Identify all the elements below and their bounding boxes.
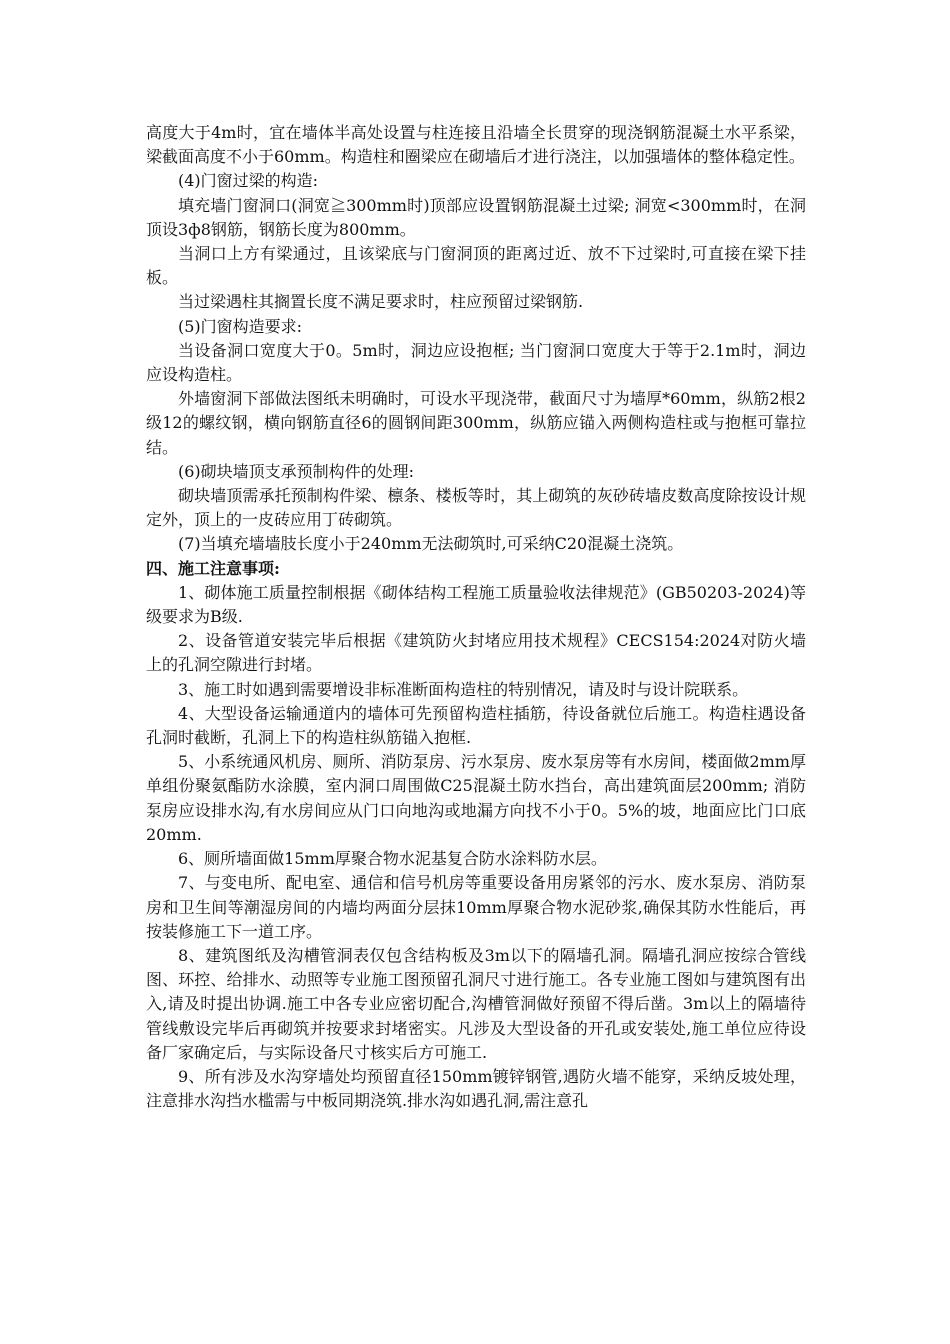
- body-paragraph: 当过梁遇柱其搁置长度不满足要求时，柱应预留过梁钢筋.: [178, 292, 584, 312]
- body-paragraph: 6、厕所墙面做15mm厚聚合物水泥基复合防水涂料防水层。: [178, 849, 607, 869]
- body-paragraph: (6)砌块墙顶支承预制构件的处理:: [178, 461, 415, 481]
- body-paragraph: 2、设备管道安装完毕后根据《建筑防火封堵应用技术规程》CECS154:2024对防火墙上的孔洞空隙进行封堵。: [146, 631, 806, 675]
- document-body: [146, 121, 806, 1113]
- body-paragraph: 8、建筑图纸及沟槽管洞表仅包含结构板及3m以下的隔墙孔洞。隔墙孔洞应按综合管线图、环控、给排水、动照等专业施工图预留孔洞尺寸进行施工。各专业施工图如与建筑图有出入,请及时提出协调.施工中各专业应密切配合,沟槽管洞做好预留不得后凿。3m以上的隔墙待管线敷设完毕后再砌筑并按要求封堵密实。凡涉及大型设备的开孔或安装处,施工单位应待设备厂家确定后，与实际设备尺寸核实后方可施工.: [146, 945, 806, 1062]
- body-paragraph: 外墙窗洞下部做法图纸未明确时，可设水平现浇带，截面尺寸为墙厚*60mm，纵筋2根2级12的螺纹钢，横向钢筋直径6的圆钢间距300mm，纵筋应锚入两侧构造柱或与抱框可靠拉结。: [146, 389, 806, 457]
- body-paragraph: 9、所有涉及水沟穿墙处均预留直径150mm镀锌钢管,遇防火墙不能穿，采纳反坡处理，注意排水沟挡水槛需与中板同期浇筑.排水沟如遇孔洞,需注意孔: [146, 1066, 806, 1111]
- body-paragraph: (4)门窗过梁的构造:: [178, 171, 319, 191]
- body-paragraph: 当设备洞口宽度大于0。5m时，洞边应设抱框; 当门窗洞口宽度大于等于2.1m时，洞边应设构造柱。: [146, 340, 806, 385]
- body-paragraph: 7、与变电所、配电室、通信和信号机房等重要设备用房紧邻的污水、废水泵房、消防泵房和卫生间等潮湿房间的内墙均两面分层抹10mm厚聚合物水泥砂浆,确保其防水性能后，再按装修施工下一道工序。: [146, 873, 806, 941]
- body-paragraph: 填充墙门窗洞口(洞宽≧300mm时)顶部应设置钢筋混凝土过梁; 洞宽<300mm时，在洞顶设3ф8钢筋，钢筋长度为800mm。: [146, 195, 806, 239]
- body-paragraph: 5、小系统通风机房、厕所、消防泵房、污水泵房、废水泵房等有水房间，楼面做2mm厚单组份聚氨酯防水涂膜，室内洞口周围做C25混凝土防水挡台，高出建筑面层200mm; 消防泵房应设排水沟,有水房间应从门口向地沟或地漏方向找不小于0。5%的坡，地面应比门口底20mm.: [146, 752, 806, 844]
- section-heading: 四、施工注意事项:: [146, 558, 280, 578]
- body-paragraph: 当洞口上方有梁通过，且该梁底与门窗洞顶的距离过近、放不下过梁时,可直接在梁下挂板。: [146, 244, 806, 288]
- body-paragraph: 4、大型设备运输通道内的墙体可先预留构造柱插筋，待设备就位后施工。构造柱遇设备孔洞时截断，孔洞上下的构造柱纵筋锚入抱框.: [146, 703, 806, 748]
- body-paragraph: 1、砌体施工质量控制根据《砌体结构工程施工质量验收法律规范》(GB50203-2024)等级要求为B级.: [146, 582, 806, 627]
- body-paragraph: 砌块墙顶需承托预制构件梁、檩条、楼板等时，其上砌筑的灰砂砖墙皮数高度除按设计规定外，顶上的一皮砖应用丁砖砌筑。: [146, 486, 806, 530]
- body-paragraph: (7)当填充墙墙肢长度小于240mm无法砌筑时,可采纳C20混凝土浇筑。: [178, 534, 684, 554]
- body-paragraph: 高度大于4m时，宜在墙体半高处设置与柱连接且沿墙全长贯穿的现浇钢筋混凝土水平系梁，梁截面高度不小于60mm。构造柱和圈梁应在砌墙后才进行浇注，以加强墙体的整体稳定性。: [146, 123, 806, 167]
- body-paragraph: 3、施工时如遇到需要增设非标准断面构造柱的特别情况，请及时与设计院联系。: [178, 679, 749, 699]
- body-paragraph: (5)门窗构造要求:: [178, 316, 303, 336]
